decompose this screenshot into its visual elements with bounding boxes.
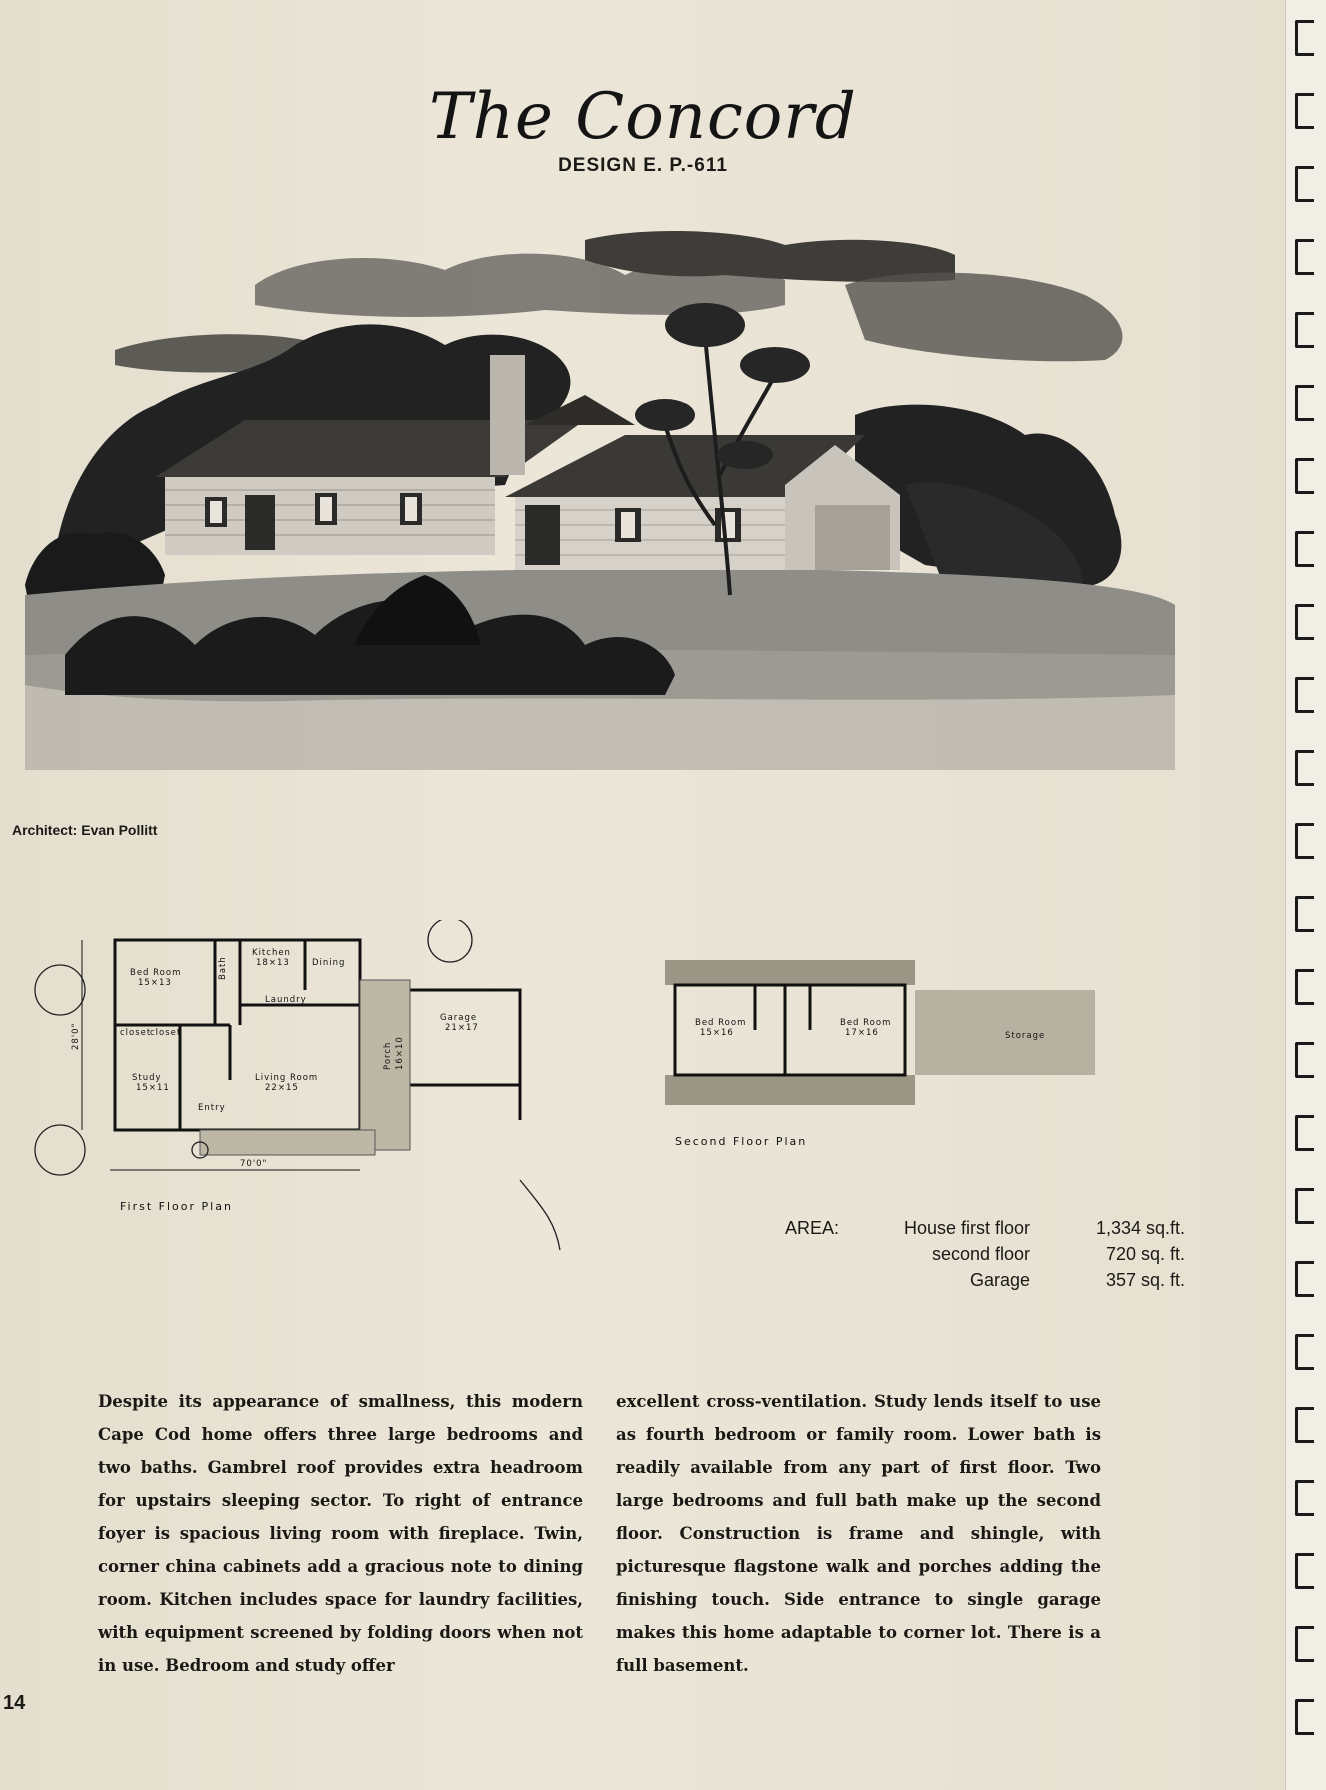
binding-ring (1295, 1407, 1314, 1443)
binding-ring (1295, 1480, 1314, 1516)
plan2-room-bedroom-2: Bed Room (840, 1018, 892, 1028)
binding-ring (1295, 385, 1314, 421)
plan1-room-study: Study (132, 1073, 162, 1083)
plan2-room-bedroom-1-size: 15×16 (700, 1028, 734, 1038)
clouds (115, 231, 1122, 373)
description-column-2: excellent cross-ventilation. Study lends itself to use as fourth bedroom or family room. Lower bath is readily available from any part of first floor. Two large bedrooms and full bath make up the second floor. Construction is frame and shingle, with picturesque flagstone walk and porches adding the finishing touch. Side entrance to single garage makes this home adaptable to corner lot. There is a full basement. (616, 1392, 1101, 1675)
binding-ring (1295, 1553, 1314, 1589)
plan1-room-garage: Garage (440, 1013, 478, 1023)
plan1-room-bedroom-size: 15×13 (138, 978, 172, 988)
binding-ring (1295, 1188, 1314, 1224)
plan1-room-porch: Porch (383, 1041, 393, 1070)
binding-ring (1295, 93, 1314, 129)
plan-title: The Concord (429, 80, 857, 154)
binding-ring (1295, 1261, 1314, 1297)
binding-ring (1295, 1042, 1314, 1078)
binding-ring (1295, 969, 1314, 1005)
plan1-closet-2: closet (150, 1028, 182, 1038)
binding-ring (1295, 677, 1314, 713)
area-row (785, 1241, 1185, 1267)
plan1-room-living-size: 22×15 (265, 1083, 299, 1093)
binding-ring (1295, 823, 1314, 859)
plan1-room-dining: Dining (312, 958, 346, 968)
plan1-room-entry: Entry (198, 1103, 226, 1113)
area-table (785, 1215, 1185, 1293)
plan1-room-kitchen-size: 18×13 (256, 958, 290, 968)
first-floor-plan (20, 920, 640, 1260)
area-row (785, 1215, 1185, 1241)
house-rendering (25, 225, 1175, 770)
plan1-dimension-width: 70'0" (240, 1159, 268, 1169)
area-row-value: 1,334 sq.ft. (1095, 1218, 1185, 1238)
binding-ring (1295, 1334, 1314, 1370)
binding-ring (1295, 239, 1314, 275)
plan2-room-bedroom-1: Bed Room (695, 1018, 747, 1028)
area-row-label: Garage (969, 1270, 1030, 1290)
binding-ring (1295, 531, 1314, 567)
binding-ring (1295, 20, 1314, 56)
plan1-room-living: Living Room (255, 1073, 319, 1083)
plan1-room-porch-size: 16×10 (395, 1036, 405, 1070)
binding-ring (1295, 458, 1314, 494)
binding-ring (1295, 312, 1314, 348)
second-floor-plan-caption: Second Floor Plan (675, 1135, 808, 1148)
area-row-label: second floor (931, 1244, 1030, 1264)
area-row (785, 1267, 1185, 1293)
plan1-room-kitchen: Kitchen (252, 948, 291, 958)
second-floor-plan (665, 960, 1145, 1160)
area-label: AREA: (785, 1218, 840, 1238)
binding-ring (1295, 896, 1314, 932)
description-column-1: Despite its appearance of smallness, this modern Cape Cod home offers three large bedrooms and two baths. Gambrel roof provides extra headroom for upstairs sleeping sector. To right of entrance foyer is spacious living room with fireplace. Twin, corner china cabinets add a gracious note to dining room. Kitchen includes space for laundry facilities, with equipment screened by folding doors when not in use. Bedroom and study offer (98, 1392, 583, 1675)
binding-ring (1295, 604, 1314, 640)
binding-ring (1295, 1115, 1314, 1151)
design-number: DESIGN E. P.-611 (558, 155, 728, 176)
binding-ring (1295, 166, 1314, 202)
first-floor-plan-caption: First Floor Plan (120, 1200, 233, 1213)
plan1-closet-1: closet (120, 1028, 152, 1038)
plan1-room-study-size: 15×11 (136, 1083, 170, 1093)
binding-ring (1295, 1626, 1314, 1662)
plan2-room-bedroom-2-size: 17×16 (845, 1028, 879, 1038)
spiral-binding (1285, 0, 1326, 1790)
plan1-room-bedroom: Bed Room (130, 968, 182, 978)
area-row-value: 720 sq. ft. (1105, 1244, 1185, 1264)
page-number: 14 (3, 1692, 26, 1714)
plan1-room-garage-size: 21×17 (445, 1023, 479, 1033)
binding-ring (1295, 1699, 1314, 1735)
plan1-dimension-depth: 28'0" (71, 1022, 81, 1050)
plan2-room-storage: Storage (1005, 1031, 1046, 1041)
plan1-room-laundry: Laundry (265, 995, 307, 1005)
binding-ring (1295, 750, 1314, 786)
plan1-room-bath: Bath (218, 956, 228, 980)
area-row-label: House first floor (903, 1218, 1030, 1238)
area-row-value: 357 sq. ft. (1105, 1270, 1185, 1290)
architect-credit: Architect: Evan Pollitt (12, 822, 158, 838)
